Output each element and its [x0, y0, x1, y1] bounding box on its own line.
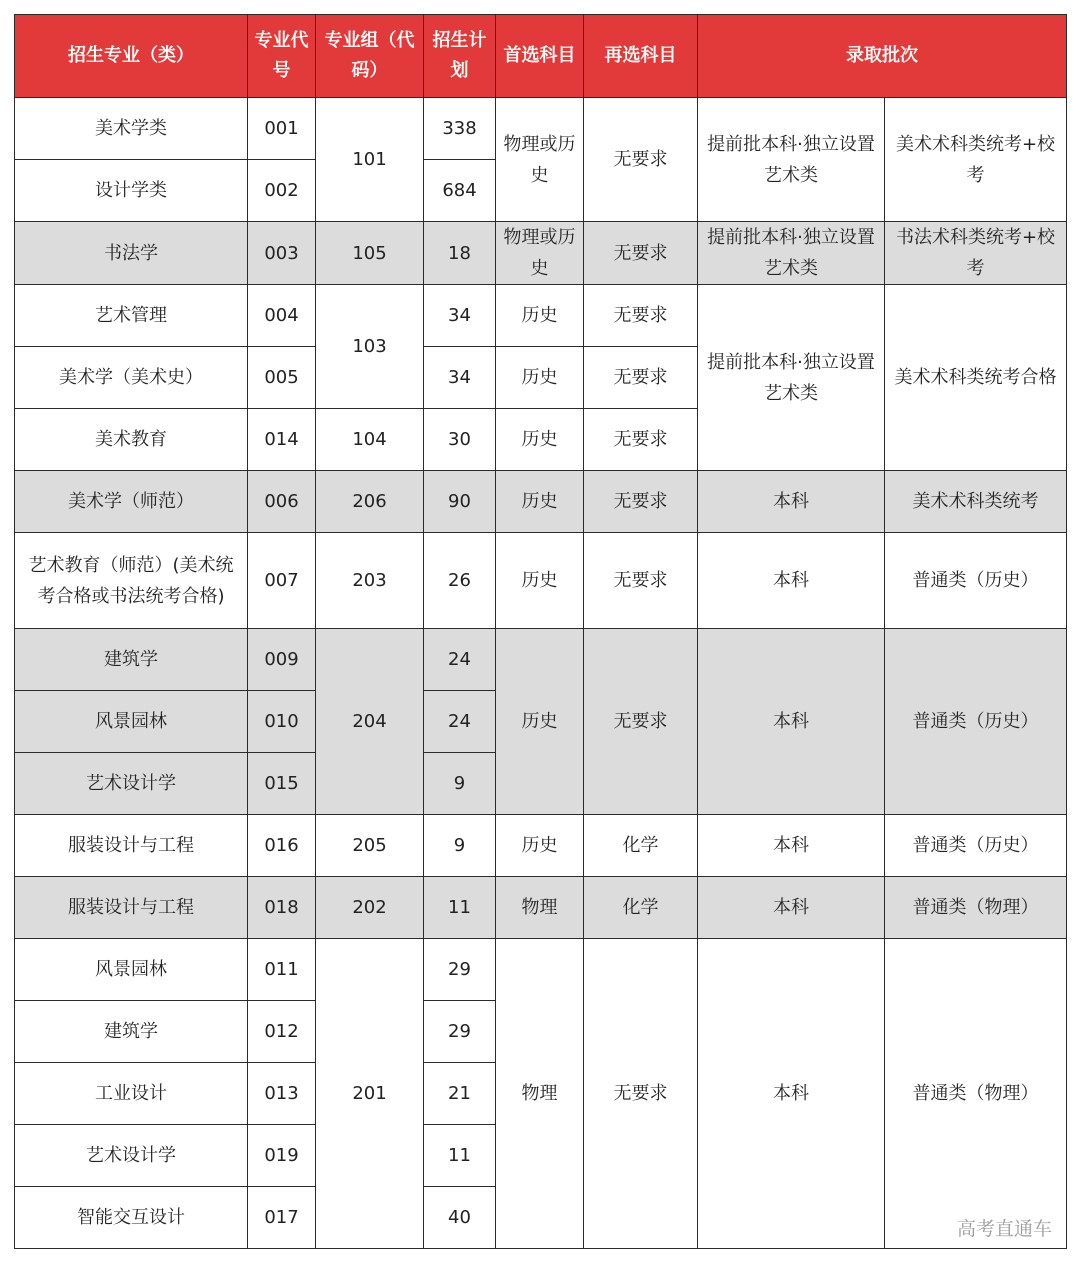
major-cell: 艺术教育（师范）(美术统考合格或书法统考合格)	[15, 533, 248, 629]
first-subject-cell: 历史	[496, 409, 584, 471]
major-cell: 美术学（美术史）	[15, 347, 248, 409]
type-cell: 普通类（物理）	[885, 877, 1067, 939]
plan-cell: 11	[424, 1125, 496, 1187]
header-major: 招生专业（类）	[15, 15, 248, 98]
first-subject-cell: 历史	[496, 347, 584, 409]
batch-cell: 本科	[698, 815, 885, 877]
plan-cell: 9	[424, 753, 496, 815]
batch-cell: 提前批本科·独立设置艺术类	[698, 222, 885, 285]
first-subject-cell: 历史	[496, 815, 584, 877]
group-cell: 101	[316, 98, 424, 222]
first-subject-cell: 物理或历史	[496, 98, 584, 222]
watermark-text: 高考直通车	[956, 1218, 1052, 1240]
plan-cell: 40	[424, 1187, 496, 1249]
header-first-subject: 首选科目	[496, 15, 584, 98]
second-subject-cell: 无要求	[584, 98, 698, 222]
second-subject-cell: 化学	[584, 815, 698, 877]
batch-cell: 本科	[698, 877, 885, 939]
group-cell: 103	[316, 285, 424, 409]
second-subject-cell: 无要求	[584, 471, 698, 533]
code-cell: 002	[248, 160, 316, 222]
plan-cell: 24	[424, 629, 496, 691]
table-row	[15, 815, 1067, 877]
header-row	[15, 15, 1067, 98]
type-cell: 书法术科类统考+校考	[885, 222, 1067, 285]
header-group: 专业组（代码）	[316, 15, 424, 98]
table-row	[15, 939, 1067, 1001]
code-cell: 014	[248, 409, 316, 471]
major-cell: 智能交互设计	[15, 1187, 248, 1249]
plan-cell: 11	[424, 877, 496, 939]
table-row	[15, 533, 1067, 629]
second-subject-cell: 化学	[584, 877, 698, 939]
group-cell: 206	[316, 471, 424, 533]
header-code: 专业代号	[248, 15, 316, 98]
plan-cell: 29	[424, 939, 496, 1001]
second-subject-cell: 无要求	[584, 409, 698, 471]
major-cell: 艺术设计学	[15, 753, 248, 815]
group-cell: 203	[316, 533, 424, 629]
batch-cell: 本科	[698, 939, 885, 1249]
group-cell: 201	[316, 939, 424, 1249]
first-subject-cell: 历史	[496, 285, 584, 347]
second-subject-cell: 无要求	[584, 533, 698, 629]
group-cell: 204	[316, 629, 424, 815]
header-second-subject: 再选科目	[584, 15, 698, 98]
table-row	[15, 222, 1067, 285]
major-cell: 艺术管理	[15, 285, 248, 347]
plan-cell: 684	[424, 160, 496, 222]
type-cell: 美术术科类统考合格	[885, 285, 1067, 471]
group-cell: 104	[316, 409, 424, 471]
plan-cell: 9	[424, 815, 496, 877]
group-cell: 202	[316, 877, 424, 939]
first-subject-cell: 物理	[496, 877, 584, 939]
group-cell: 205	[316, 815, 424, 877]
major-cell: 艺术设计学	[15, 1125, 248, 1187]
table-row	[15, 877, 1067, 939]
major-cell: 书法学	[15, 222, 248, 285]
second-subject-cell: 无要求	[584, 347, 698, 409]
code-cell: 005	[248, 347, 316, 409]
type-cell: 普通类（物理）	[885, 939, 1067, 1249]
code-cell: 013	[248, 1063, 316, 1125]
first-subject-cell: 物理	[496, 939, 584, 1249]
code-cell: 012	[248, 1001, 316, 1063]
plan-cell: 90	[424, 471, 496, 533]
first-subject-cell: 历史	[496, 533, 584, 629]
batch-cell: 提前批本科·独立设置艺术类	[698, 98, 885, 222]
code-cell: 001	[248, 98, 316, 160]
code-cell: 003	[248, 222, 316, 285]
major-cell: 美术教育	[15, 409, 248, 471]
code-cell: 009	[248, 629, 316, 691]
table-row	[15, 98, 1067, 160]
first-subject-cell: 历史	[496, 471, 584, 533]
major-cell: 建筑学	[15, 1001, 248, 1063]
second-subject-cell: 无要求	[584, 285, 698, 347]
major-cell: 服装设计与工程	[15, 877, 248, 939]
plan-cell: 26	[424, 533, 496, 629]
major-cell: 风景园林	[15, 691, 248, 753]
code-cell: 019	[248, 1125, 316, 1187]
type-cell: 普通类（历史）	[885, 815, 1067, 877]
first-subject-cell: 历史	[496, 629, 584, 815]
table-row	[15, 471, 1067, 533]
header-batch: 录取批次	[698, 15, 1067, 98]
type-cell: 普通类（历史）	[885, 629, 1067, 815]
batch-cell: 本科	[698, 471, 885, 533]
admission-table	[14, 14, 1067, 1249]
group-cell: 105	[316, 222, 424, 285]
major-cell: 美术学类	[15, 98, 248, 160]
plan-cell: 21	[424, 1063, 496, 1125]
plan-cell: 30	[424, 409, 496, 471]
batch-cell: 提前批本科·独立设置艺术类	[698, 285, 885, 471]
code-cell: 011	[248, 939, 316, 1001]
code-cell: 006	[248, 471, 316, 533]
major-cell: 工业设计	[15, 1063, 248, 1125]
second-subject-cell: 无要求	[584, 939, 698, 1249]
type-cell: 普通类（历史）	[885, 533, 1067, 629]
header-plan: 招生计划	[424, 15, 496, 98]
table-row	[15, 629, 1067, 691]
code-cell: 016	[248, 815, 316, 877]
second-subject-cell: 无要求	[584, 222, 698, 285]
plan-cell: 34	[424, 285, 496, 347]
plan-cell: 29	[424, 1001, 496, 1063]
second-subject-cell: 无要求	[584, 629, 698, 815]
first-subject-cell: 物理或历史	[496, 222, 584, 285]
code-cell: 004	[248, 285, 316, 347]
code-cell: 017	[248, 1187, 316, 1249]
plan-cell: 18	[424, 222, 496, 285]
major-cell: 美术学（师范）	[15, 471, 248, 533]
plan-cell: 24	[424, 691, 496, 753]
code-cell: 015	[248, 753, 316, 815]
major-cell: 设计学类	[15, 160, 248, 222]
plan-cell: 338	[424, 98, 496, 160]
type-cell: 美术术科类统考	[885, 471, 1067, 533]
major-cell: 风景园林	[15, 939, 248, 1001]
plan-cell: 34	[424, 347, 496, 409]
code-cell: 010	[248, 691, 316, 753]
code-cell: 007	[248, 533, 316, 629]
major-cell: 服装设计与工程	[15, 815, 248, 877]
code-cell: 018	[248, 877, 316, 939]
table-row	[15, 285, 1067, 347]
major-cell: 建筑学	[15, 629, 248, 691]
batch-cell: 本科	[698, 533, 885, 629]
batch-cell: 本科	[698, 629, 885, 815]
type-cell: 美术术科类统考+校考	[885, 98, 1067, 222]
